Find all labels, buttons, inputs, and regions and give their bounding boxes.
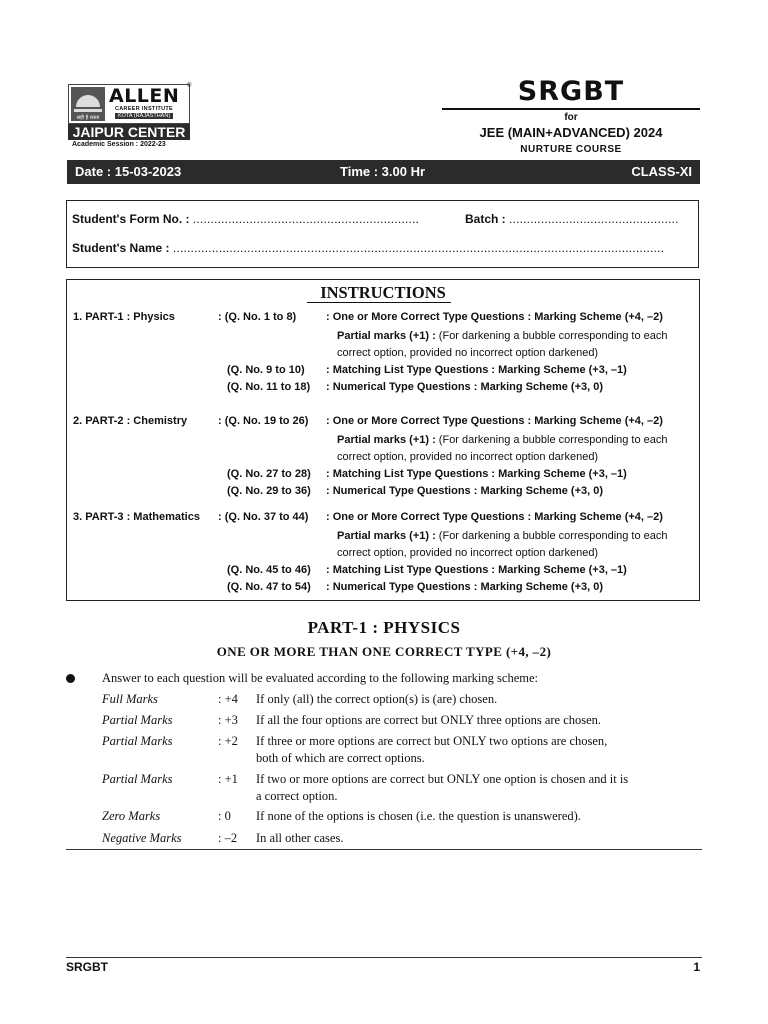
scheme-mark: : +1 (218, 772, 238, 786)
partial-marks-note-line2: correct option, provided no incorrect option darkened) (337, 547, 599, 559)
scheme-text: If two or more options are correct but ONLY one option is chosen and it is (256, 772, 629, 786)
question-range: (Q. No. 47 to 54) (227, 581, 311, 593)
scheme-text: In all other cases. (256, 831, 344, 845)
logo-center-name: JAIPUR CENTER (68, 124, 190, 140)
logo-emblem-icon (71, 87, 105, 121)
question-type: : Numerical Type Questions : Marking Scheme (+3, 0) (326, 381, 604, 393)
scheme-mark: : +3 (218, 713, 238, 727)
partial-marks-note: Partial marks (+1) : (For darkening a bubble corresponding to each (337, 330, 668, 342)
form-no-label: Student's Form No. : (72, 212, 190, 226)
form-no-field[interactable] (72, 212, 419, 226)
question-range: (Q. No. 45 to 46) (227, 564, 311, 576)
scheme-text: If none of the options is chosen (i.e. the question is unanswered). (256, 809, 581, 823)
question-range: : (Q. No. 1 to 8) (218, 311, 297, 323)
question-range: (Q. No. 29 to 36) (227, 485, 311, 497)
part-label: 2. PART-2 : Chemistry (73, 415, 188, 427)
batch-field[interactable] (465, 212, 679, 226)
student-name-field[interactable] (72, 241, 664, 255)
scheme-text-continued: a correct option. (256, 789, 338, 803)
scheme-text-continued: both of which are correct options. (256, 751, 425, 765)
logo-brand: ALLEN (109, 85, 180, 107)
scheme-text: If three or more options are correct but ONLY two options are chosen, (256, 734, 608, 748)
question-type: : One or More Correct Type Questions : Marking Scheme (+4, –2) (326, 415, 663, 427)
question-type: : Matching List Type Questions : Marking Scheme (+3, –1) (326, 564, 627, 576)
scheme-mark: : –2 (218, 831, 238, 845)
question-type: : Numerical Type Questions : Marking Scheme (+3, 0) (326, 581, 604, 593)
logo-tagline: सही है रास्ता (76, 115, 100, 121)
logo-top-panel (68, 84, 190, 124)
footer-title: SRGBT (66, 960, 108, 974)
batch-blank: ................................................ (509, 212, 679, 226)
for-label: for (564, 112, 578, 123)
part1-title: PART-1 : PHYSICS (307, 618, 461, 637)
scheme-mark: : +4 (218, 692, 238, 706)
question-range: : (Q. No. 37 to 44) (218, 511, 309, 523)
instructions-title-underline (307, 302, 451, 303)
partial-marks-note: Partial marks (+1) : (For darkening a bubble corresponding to each (337, 434, 668, 446)
allen-logo (68, 84, 190, 149)
question-type: : One or More Correct Type Questions : Marking Scheme (+4, –2) (326, 511, 663, 523)
page-number: 1 (693, 960, 700, 974)
logo-registered-mark: ® (187, 83, 192, 89)
student-name-blank: ........................................................................................................................................... (172, 241, 665, 255)
scheme-label: Partial Marks (102, 772, 173, 786)
partial-marks-note-line2: correct option, provided no incorrect option darkened) (337, 451, 599, 463)
class-label: CLASS-XI (631, 164, 692, 179)
question-type: : Matching List Type Questions : Marking Scheme (+3, –1) (326, 468, 627, 480)
section-divider (66, 849, 702, 850)
partial-marks-note-line2: correct option, provided no incorrect option darkened) (337, 347, 599, 359)
scheme-label: Negative Marks (102, 831, 182, 845)
question-type: : Matching List Type Questions : Marking Scheme (+3, –1) (326, 364, 627, 376)
question-type: : One or More Correct Type Questions : Marking Scheme (+4, –2) (326, 311, 663, 323)
student-name-label: Student's Name : (72, 241, 170, 255)
instructions-title: INSTRUCTIONS (320, 283, 446, 302)
logo-location: KOTA (RAJASTHAN) (115, 113, 173, 119)
test-title: SRGBT (517, 76, 625, 107)
exam-duration: Time : 3.00 Hr (340, 164, 426, 179)
question-type: : Numerical Type Questions : Marking Scheme (+3, 0) (326, 485, 604, 497)
scheme-label: Partial Marks (102, 734, 173, 748)
course-name: NURTURE COURSE (520, 144, 622, 155)
bullet-icon (66, 674, 75, 683)
exam-date: Date : 15-03-2023 (75, 164, 182, 179)
part-label: 1. PART-1 : Physics (73, 311, 175, 323)
logo-subtitle: CAREER INSTITUTE (115, 106, 173, 112)
partial-marks-note: Partial marks (+1) : (For darkening a bubble corresponding to each (337, 530, 668, 542)
scheme-mark: : 0 (218, 809, 231, 823)
marking-scheme-intro: Answer to each question will be evaluated according to the following marking scheme: (102, 671, 538, 685)
exam-name: JEE (MAIN+ADVANCED) 2024 (479, 125, 663, 140)
title-divider (442, 108, 700, 110)
question-range: (Q. No. 27 to 28) (227, 468, 311, 480)
scheme-label: Zero Marks (102, 809, 161, 823)
scheme-mark: : +2 (218, 734, 238, 748)
academic-session: Academic Session : 2022-23 (72, 141, 166, 148)
question-range: : (Q. No. 19 to 26) (218, 415, 309, 427)
question-range: (Q. No. 9 to 10) (227, 364, 305, 376)
part-label: 3. PART-3 : Mathematics (73, 511, 200, 523)
exam-info-bar (67, 160, 700, 184)
instructions-box (66, 279, 700, 601)
question-range: (Q. No. 11 to 18) (227, 381, 311, 393)
scheme-label: Partial Marks (102, 713, 173, 727)
form-no-blank: ................................................................ (192, 212, 420, 226)
part1-subtitle: ONE OR MORE THAN ONE CORRECT TYPE (+4, –2) (216, 644, 552, 659)
scheme-text: If all the four options are correct but ONLY three options are chosen. (256, 713, 602, 727)
batch-label: Batch : (465, 212, 506, 226)
scheme-text: If only (all) the correct option(s) is (are) chosen. (256, 692, 498, 706)
footer-divider (66, 957, 702, 958)
scheme-label: Full Marks (102, 692, 158, 706)
student-details-box (66, 200, 699, 268)
